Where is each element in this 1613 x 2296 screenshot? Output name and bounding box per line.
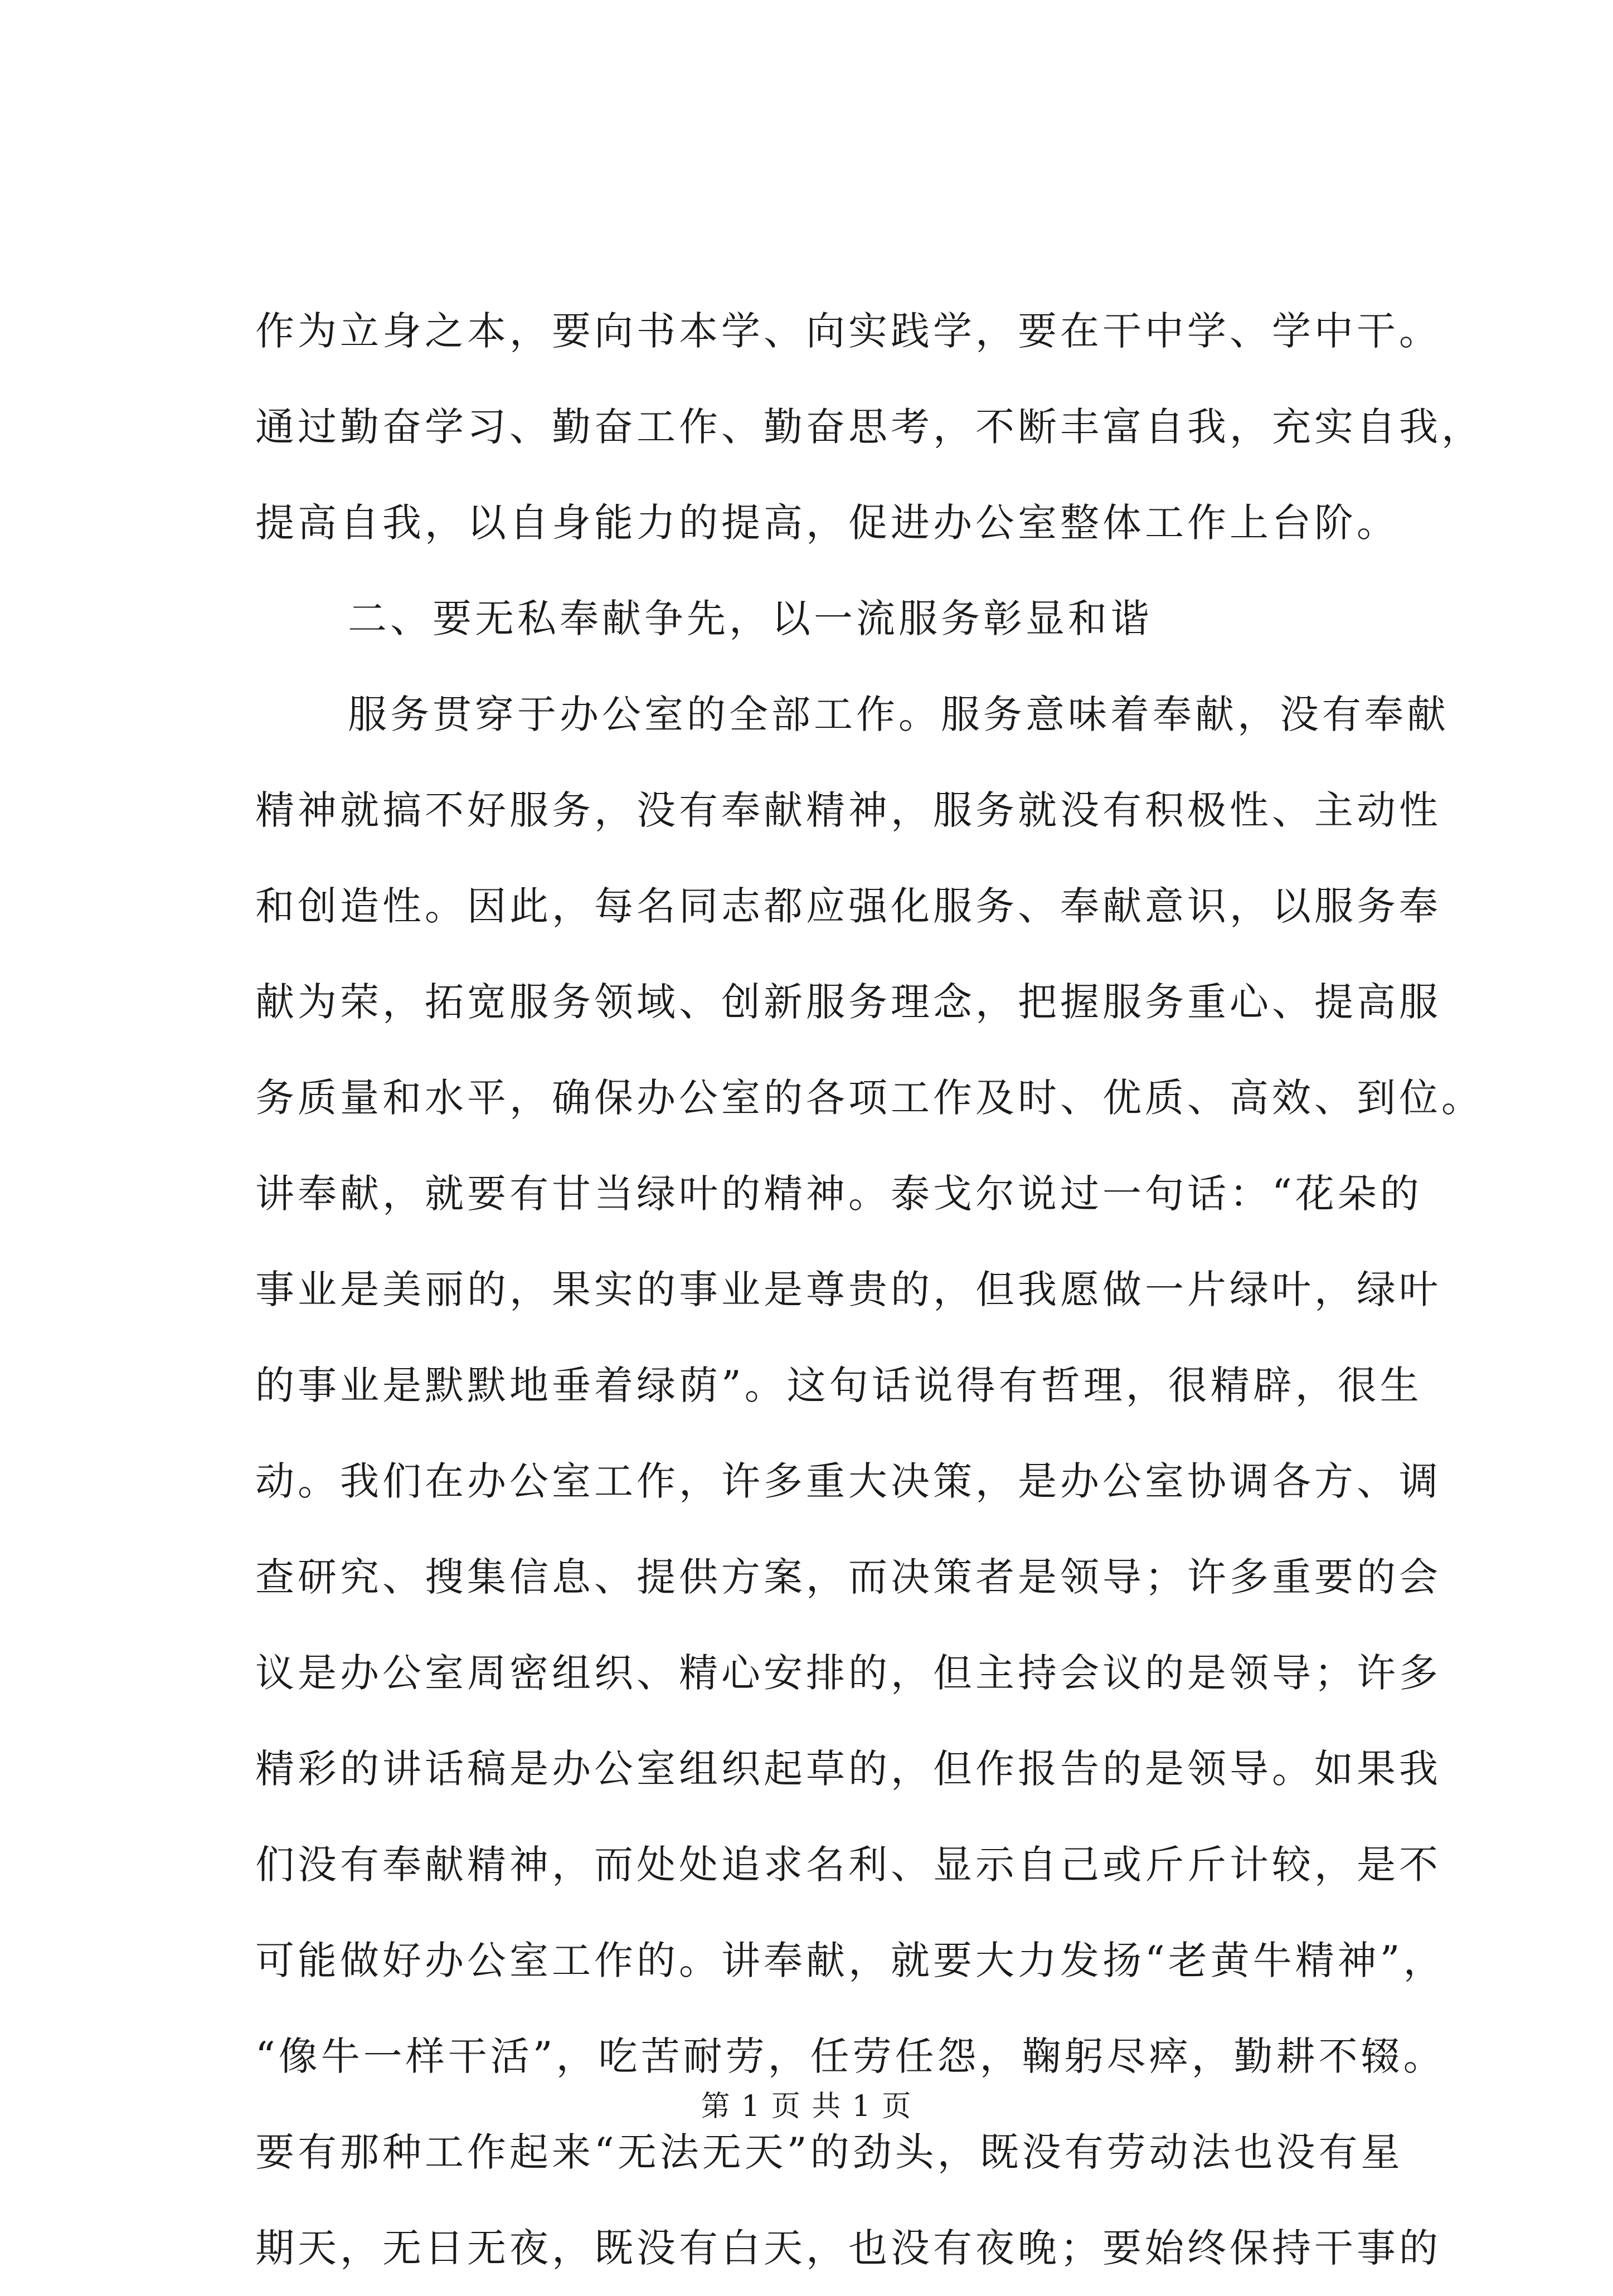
body-line: 议是办公室周密组织、精心安排的，但主持会议的是领导；许多 xyxy=(255,1650,1441,1696)
page-footer xyxy=(0,2087,1613,2126)
document-body xyxy=(255,283,1484,2296)
body-line: 服务贯穿于办公室的全部工作。服务意味着奉献，没有奉献 xyxy=(348,692,1449,737)
page-number: 第 1 页 共 1 页 xyxy=(701,2090,912,2123)
body-line: 通过勤奋学习、勤奋工作、勤奋思考，不断丰富自我，充实自我， xyxy=(255,404,1484,450)
body-line: 的事业是默默地垂着绿荫”。这句话说得有哲理，很精辟，很生 xyxy=(255,1363,1422,1408)
body-line: 查研究、搜集信息、提供方案，而决策者是领导；许多重要的会 xyxy=(255,1554,1441,1600)
body-line: 事业是美丽的，果实的事业是尊贵的，但我愿做一片绿叶，绿叶 xyxy=(255,1267,1441,1312)
body-line: “像牛一样干活”，吃苦耐劳，任劳任怨，鞠躬尽瘁，勤耕不辍。 xyxy=(255,2034,1446,2079)
body-line: 提高自我，以自身能力的提高，促进办公室整体工作上台阶。 xyxy=(255,500,1399,546)
body-line: 动。我们在办公室工作，许多重大决策，是办公室协调各方、调 xyxy=(255,1458,1441,1504)
body-line: 精彩的讲话稿是办公室组织起草的，但作报告的是领导。如果我 xyxy=(255,1746,1441,1792)
body-line: 务质量和水平，确保办公室的各项工作及时、优质、高效、到位。 xyxy=(255,1075,1484,1121)
body-line: 精神就搞不好服务，没有奉献精神，服务就没有积极性、主动性 xyxy=(255,787,1441,833)
body-line: 要有那种工作起来“无法无天”的劲头，既没有劳动法也没有星 xyxy=(255,2129,1403,2175)
body-line: 讲奉献，就要有甘当绿叶的精神。泰戈尔说过一句话：“花朵的 xyxy=(255,1171,1422,1217)
section-heading: 二、要无私奉献争先，以一流服务彰显和谐 xyxy=(348,596,1153,641)
body-line: 们没有奉献精神，而处处追求名利、显示自己或斤斤计较，是不 xyxy=(255,1842,1441,1888)
body-line: 献为荣，拓宽服务领域、创新服务理念，把握服务重心、提高服 xyxy=(255,979,1441,1025)
body-line: 作为立身之本，要向书本学、向实践学，要在干中学、学中干。 xyxy=(255,308,1441,354)
body-line: 可能做好办公室工作的。讲奉献，就要大力发扬“老黄牛精神”， xyxy=(255,1938,1446,1983)
body-line: 和创造性。因此，每名同志都应强化服务、奉献意识，以服务奉 xyxy=(255,883,1441,929)
body-line: 期天，无日无夜，既没有白天，也没有夜晚；要始终保持干事的 xyxy=(255,2225,1441,2271)
